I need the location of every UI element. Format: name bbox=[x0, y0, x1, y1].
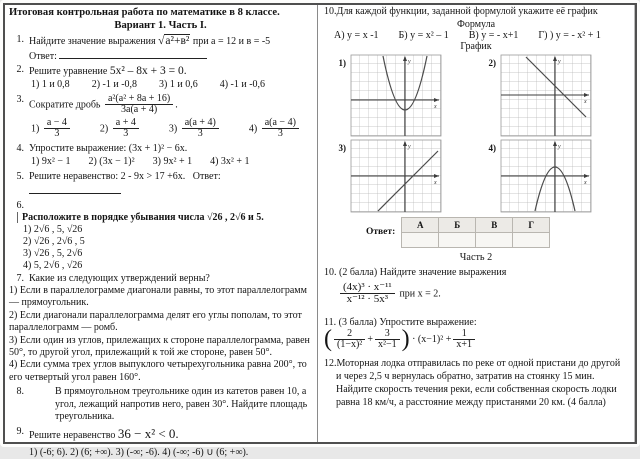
question-12-line: и через 2,5 ч вернулась обратно, затратив на стоянку 15 мин. bbox=[336, 370, 595, 382]
formula-label: Формула bbox=[456, 18, 496, 30]
question-1-answer: Ответ: bbox=[29, 49, 312, 62]
question-3-number: 3. bbox=[16, 93, 24, 105]
answer-blank bbox=[59, 49, 207, 59]
question-9 bbox=[9, 426, 312, 459]
question-6-options bbox=[9, 224, 312, 271]
answer-blank bbox=[29, 184, 121, 194]
question-9-text: Решите неравенство bbox=[29, 429, 116, 441]
fraction: $\frac{a + 4}{3}$ bbox=[113, 118, 139, 140]
x-axis-label: x bbox=[434, 179, 437, 186]
option: 1) $\frac{a - 4}{3}$ bbox=[31, 118, 72, 140]
graph-4-label: 4) bbox=[488, 142, 496, 153]
option: 1) 2√6 , 5, √26 bbox=[23, 223, 83, 235]
answer-cell bbox=[439, 232, 476, 247]
formula-options bbox=[334, 30, 628, 41]
statement-2: 2) Если диагонали параллелограмма делят его углы пополам, то этот параллелограмм — ромб. bbox=[9, 309, 302, 334]
y-axis-label: y bbox=[408, 58, 411, 65]
statement-1: 1) Если в параллелограмме диагонали равны, то этот параллелограмм — прямоугольник. bbox=[9, 285, 307, 309]
graphs-grid bbox=[334, 54, 628, 213]
option: 2) (3x − 1)² bbox=[88, 156, 135, 168]
answer-label: Ответ: bbox=[192, 171, 221, 183]
question-1-text: Найдите значение выражения √a²+в² при а = 12 и в = -5 bbox=[29, 35, 271, 48]
formula-b: Б) y = x² – 1 bbox=[398, 29, 449, 41]
question-9-options: 1) (-6; 6). 2) (6; +∞). 3) (-∞; -6). 4) (-∞; -6) ∪ (6; +∞). bbox=[29, 446, 249, 458]
fraction: $\frac{a(a - 4)}{3}$ bbox=[262, 118, 299, 140]
graph-1-label: 1) bbox=[338, 57, 346, 68]
variant-subtitle: Вариант 1. Часть I. bbox=[114, 19, 207, 31]
question-4-number: 4. bbox=[16, 142, 24, 154]
question-7 bbox=[9, 273, 312, 285]
graph-answer-row bbox=[366, 217, 628, 248]
question-11-expression: ( $\frac{2}{\text{(1−x)²}}$ + $\frac{3}{\text{x²−1}}$ ) · (x−1)² + $\frac{1}{x+1}$ bbox=[324, 334, 477, 345]
answer-col-a: А bbox=[402, 217, 439, 232]
question-3-text: Сократите дробь bbox=[29, 99, 101, 111]
fraction: $\frac{\text{(4x)³ · x⁻¹¹}}{\text{x⁻¹² · 5x³}}$ bbox=[340, 282, 395, 306]
question-3-options bbox=[31, 118, 312, 140]
graph-3-plot bbox=[350, 139, 442, 213]
question-1 bbox=[9, 34, 312, 48]
question-5-text: Решите неравенство: 2 - 9x > 17 +6x. bbox=[29, 171, 186, 183]
answer-cell bbox=[476, 232, 513, 247]
question-9-number: 9. bbox=[16, 425, 24, 437]
question-9-expression: 36 − x² < 0. bbox=[117, 425, 179, 441]
question-10b bbox=[324, 266, 628, 306]
question-2 bbox=[9, 64, 312, 92]
option: 4) $\frac{a(a - 4)}{3}$ bbox=[249, 118, 301, 140]
question-5-number: 5. bbox=[16, 171, 24, 183]
y-axis-label: y bbox=[558, 58, 561, 65]
answer-col-b: Б bbox=[439, 217, 476, 232]
part-2-heading: Часть 2 bbox=[459, 251, 493, 263]
question-4 bbox=[9, 143, 312, 169]
answer-label: Ответ: bbox=[366, 227, 396, 237]
y-axis-label: y bbox=[408, 143, 411, 150]
question-4-text: Упростите выражение: (3x + 1)² − 6x. bbox=[29, 142, 188, 154]
left-column bbox=[5, 5, 318, 458]
question-12-line: равна 18 км/ч, а расстояние между пристанями 20 км. (4 балла) bbox=[336, 396, 606, 408]
graph-4-plot bbox=[500, 139, 592, 213]
graph-4 bbox=[484, 139, 628, 213]
option: 2) √26 , 2√6 , 5 bbox=[23, 235, 85, 247]
fraction: $\frac{a - 4}{3}$ bbox=[44, 118, 70, 140]
answer-col-v: В bbox=[476, 217, 513, 232]
question-2-options bbox=[31, 79, 312, 91]
graph-3 bbox=[334, 139, 478, 213]
question-6 bbox=[9, 200, 312, 212]
question-6-text: Расположите в порядке убывания числа √26 , 2√6 и 5. bbox=[22, 211, 264, 223]
question-5 bbox=[9, 171, 312, 197]
question-12 bbox=[324, 357, 628, 409]
question-10-heading: 10.Для каждой функции, заданной формулой укажите её график bbox=[324, 6, 598, 17]
option: 3) $\frac{a(a + 4)}{3}$ bbox=[169, 118, 221, 140]
graph-1-plot bbox=[350, 54, 442, 137]
option: 1) 1 и 0,8 bbox=[31, 78, 70, 90]
question-1-number: 1. bbox=[16, 34, 24, 46]
fraction: $\frac{1}{x+1}$ bbox=[453, 329, 475, 351]
question-8-number: 8. bbox=[16, 386, 24, 398]
graph-3-label: 3) bbox=[338, 142, 346, 153]
formula-g: Г) ) y = - x² + 1 bbox=[538, 29, 601, 41]
formula-v: В) y = - x+1 bbox=[468, 29, 519, 41]
question-10b-expression: $\frac{\text{(4x)³ · x⁻¹¹}}{\text{x⁻¹² · 5x³}}$ при x = 2. bbox=[338, 282, 628, 306]
statement-3: 3) Если один из углов, прилежащих к стороне параллелограмма, равен 50°, то другой угол, прилежащий к той же стороне, равен 50°. bbox=[9, 334, 310, 359]
fraction: $\frac{a(a + 4)}{3}$ bbox=[182, 118, 219, 140]
option: 4) -1 и -0,6 bbox=[219, 78, 266, 90]
test-sheet bbox=[3, 3, 637, 458]
option: 2) -1 и -0,8 bbox=[91, 78, 138, 90]
option: 3) √26 , 5, 2√6 bbox=[23, 247, 83, 259]
x-axis-label: x bbox=[584, 98, 587, 105]
fraction: $\frac{3}{\text{x²−1}}$ bbox=[375, 329, 400, 351]
question-2-equation: 5x² – 8x + 3 = 0. bbox=[109, 64, 187, 77]
question-8-text: В прямоугольном треугольнике один из катетов равен 10, а угол, лежащий напротив него, равен 30°. Найдите площадь треугольника. bbox=[55, 386, 308, 423]
option: 4) 3x² + 1 bbox=[210, 156, 250, 168]
option: 3) 1 и 0,6 bbox=[159, 78, 198, 90]
fraction: $\frac{2}{\text{(1−x)²}}$ bbox=[334, 329, 365, 351]
question-12-line: 12.Моторная лодка отправилась по реке от одной пристани до другой bbox=[324, 357, 621, 369]
right-column bbox=[318, 5, 635, 442]
option: 1) 9x² − 1 bbox=[31, 156, 71, 168]
question-2-number: 2. bbox=[16, 63, 24, 75]
graph-2-label: 2) bbox=[488, 57, 496, 68]
question-6-number: 6. bbox=[16, 199, 24, 211]
question-3: 3. Сократите дробь $\frac{\text{a²(a² + 8a + 16)}}{3a(a + 4)}$ . 1) $\frac{a - 4}{3}$ 2) $\frac{a + 4}{3}$ 3) $\frac{a(a + 4)}{3}$ 4) $\frac{a(a - 4)}{3}$ bbox=[9, 94, 312, 141]
question-4-options bbox=[31, 156, 312, 168]
graph-2-plot bbox=[500, 54, 592, 137]
x-axis-label: x bbox=[584, 179, 587, 186]
formula-a: А) y = x -1 bbox=[334, 29, 379, 41]
answer-col-g: Г bbox=[513, 217, 550, 232]
question-10b-text: 10. (2 балла) Найдите значение выражения bbox=[324, 266, 507, 278]
question-7-number: 7. bbox=[16, 272, 24, 284]
answer-table bbox=[401, 217, 550, 248]
question-12-line: Найдите скорость течения реки, если собственная скорость лодки bbox=[336, 383, 617, 395]
fraction: $\frac{\text{a²(a² + 8a + 16)}}{3a(a + 4)}$ bbox=[105, 94, 173, 116]
statement-4: 4) Если сумма трех углов выпуклого четырехугольника равна 200°, то его четвертый угол равен 160°. bbox=[9, 359, 307, 383]
answer-cell bbox=[402, 232, 439, 247]
question-6-body bbox=[17, 212, 312, 223]
x-axis-label: x bbox=[434, 103, 437, 110]
graph-2 bbox=[484, 54, 628, 137]
question-11-text: 11. (3 балла) Упростите выражение: bbox=[324, 316, 477, 328]
option: 4) 5, 2√6 , √26 bbox=[23, 259, 83, 271]
option: 3) 9x² + 1 bbox=[152, 156, 193, 168]
y-axis-label: y bbox=[558, 143, 561, 150]
question-2-text: Решите уравнение bbox=[29, 65, 108, 77]
page-title: Итоговая контрольная работа по математике в 8 классе. bbox=[9, 7, 280, 18]
question-11 bbox=[324, 316, 628, 351]
sqrt-expression: √a²+в² bbox=[158, 35, 190, 48]
question-8 bbox=[9, 386, 312, 424]
option: 2) $\frac{a + 4}{3}$ bbox=[100, 118, 141, 140]
question-7-text: Какие из следующих утверждений верны? bbox=[29, 272, 210, 284]
answer-cell bbox=[513, 232, 550, 247]
graph-label: График bbox=[460, 40, 492, 52]
graph-1 bbox=[334, 54, 478, 137]
